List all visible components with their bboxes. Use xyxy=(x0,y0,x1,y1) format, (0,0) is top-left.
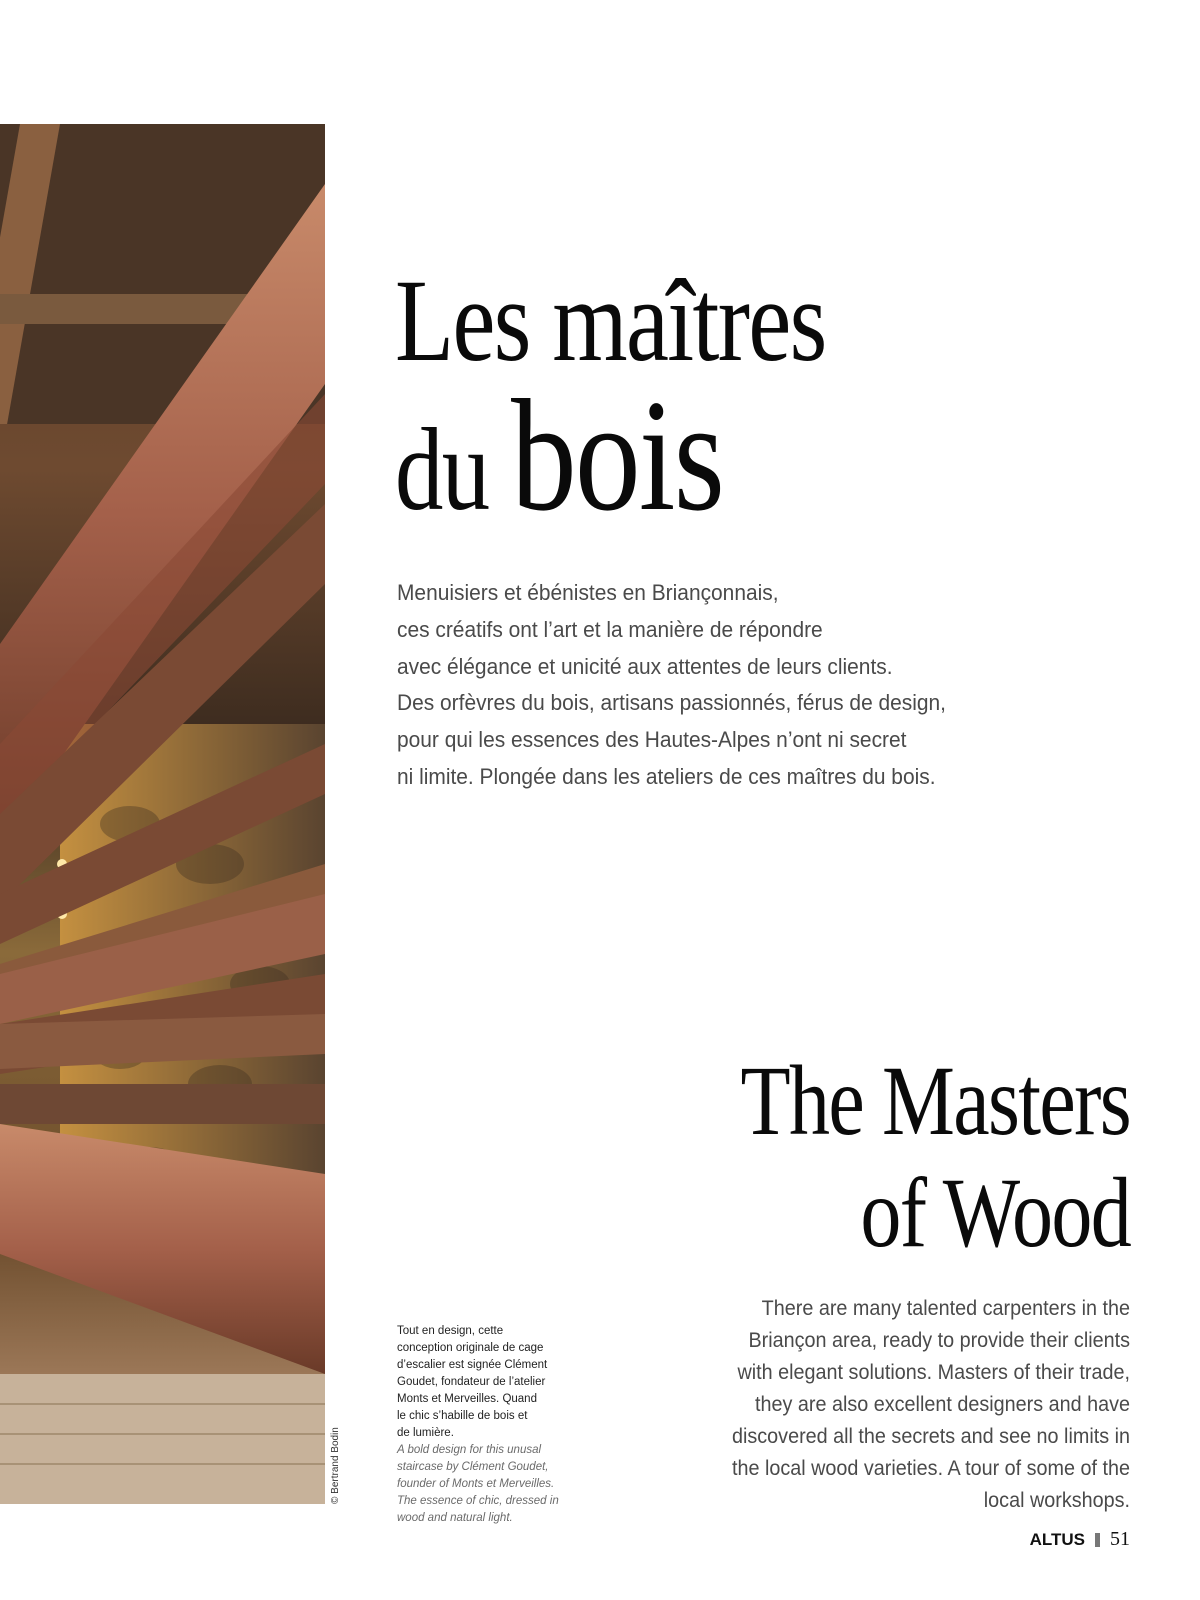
caption-french: Tout en design, cette conception originale de cage d’escalier est signée Clément Goudet, fondateur de l’atelier Monts et Merveilles. Quand le chic s’habille de bois et de lumière. xyxy=(397,1325,548,1439)
page-number: 51 xyxy=(1110,1528,1130,1550)
title-english xyxy=(655,1045,1130,1269)
staircase-photo xyxy=(0,124,325,1504)
photo-credit: © Bertrand Bodin xyxy=(330,1427,341,1504)
page-footer xyxy=(1030,1528,1130,1551)
intro-english: There are many talented carpenters in the Briançon area, ready to provide their clients with elegant solutions. Masters of their trade, they are also excellent designers and have discovered all the secrets and see no limits in the local wood varieties. A tour of some of the local workshops. xyxy=(731,1296,1130,1512)
title-french-du: du xyxy=(395,404,512,535)
magazine-name: ALTUS xyxy=(1029,1529,1085,1549)
caption-english: A bold design for this unusal staircase by Clément Goudet, founder of Monts et Merveilles. The essence of chic, dressed in wood and natural light. xyxy=(397,1444,559,1524)
title-english-line2: of Wood xyxy=(860,1157,1130,1268)
wooden-logs-illustration xyxy=(0,124,325,1504)
title-french-bois: bois xyxy=(511,366,724,544)
title-french-line1: Les maîtres xyxy=(395,255,826,386)
title-english-line1: The Masters xyxy=(740,1045,1130,1156)
title-french-line2 xyxy=(395,366,826,545)
photo-caption xyxy=(397,1306,567,1544)
intro-french: Menuisiers et ébénistes en Briançonnais, ces créatifs ont l’art et la manière de répondre avec élégance et unicité aux attentes de leurs clients. Des orfèvres du bois, artisans passionnés, férus de design, pour qui les essences des Hautes-Alpes n’ont ni secret ni limite. Plongée dans les ateliers de ces maîtres du bois. xyxy=(397,580,947,789)
title-french xyxy=(395,255,920,545)
footer-separator xyxy=(1095,1533,1100,1547)
